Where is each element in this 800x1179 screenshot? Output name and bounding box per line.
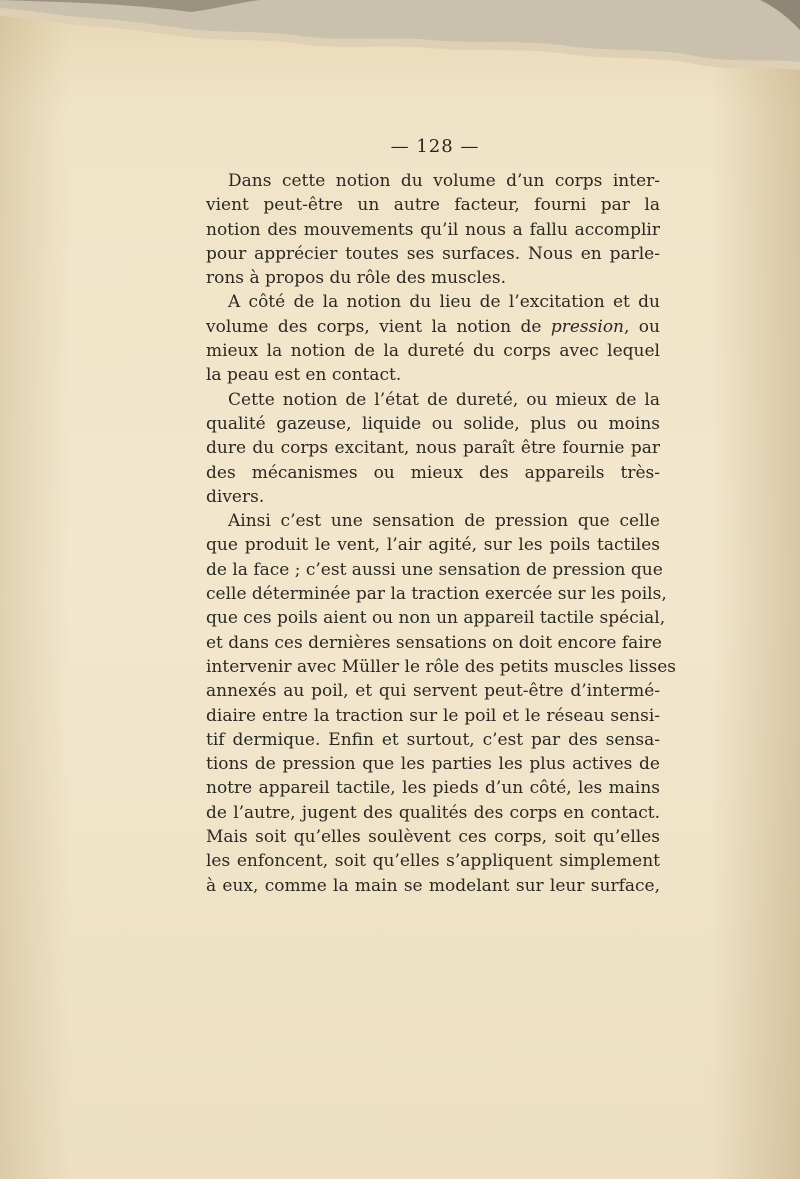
text-line: pour apprécier toutes ses surfaces. Nous en parle- (206, 243, 660, 264)
text-line: et dans ces dernières sensations on doit encore faire (206, 632, 662, 653)
text-line: que ces poils aient ou non un appareil tactile spécial, (206, 608, 666, 629)
text-line: tif dermique. Enfin et surtout, c’est par des sensa- (206, 729, 660, 750)
text-line: Mais soit qu’elles soulèvent ces corps, soit qu’elles (206, 827, 660, 848)
text-line: qualité gazeuse, liquide ou solide, plus ou moins (206, 413, 660, 434)
text-line: mieux la notion de la dureté du corps avec lequel (206, 341, 660, 362)
text-line-with-emphasis: volume des corps, vient la notion de pression, ou (206, 316, 660, 337)
torn-top-edge (0, 0, 800, 90)
text-line: la peau est en contact. (206, 365, 402, 386)
text-line: rons à propos du rôle des muscles. (206, 268, 506, 289)
body-text (206, 169, 676, 898)
text-line: dure du corps excitant, nous paraît être fournie par (206, 438, 660, 459)
text-line: Cette notion de l’état de dureté, ou mieux de la (228, 389, 660, 410)
text-line: divers. (206, 486, 265, 507)
text-line: Dans cette notion du volume d’un corps inter- (228, 171, 660, 191)
text-line: intervenir avec Müller le rôle des petits muscles lisses (206, 656, 676, 677)
text-line: annexés au poil, et qui servent peut-être d’intermé- (206, 681, 660, 702)
text-line: notion des mouvements qu’il nous a fallu accomplir (206, 219, 660, 240)
text-line: Ainsi c’est une sensation de pression que celle (228, 511, 660, 532)
text-line: de l’autre, jugent des qualités des corps en contact. (206, 802, 660, 823)
text-line: les enfoncent, soit qu’elles s’appliquent simplement (206, 851, 660, 872)
text-line: tions de pression que les parties les plus actives de (206, 754, 660, 775)
text-line: des mécanismes ou mieux des appareils très- (206, 462, 660, 483)
text-line: A côté de la notion du lieu de l’excitation et du (228, 292, 660, 313)
text-line: à eux, comme la main se modelant sur leur surface, (206, 875, 660, 896)
text-line: notre appareil tactile, les pieds d’un côté, les mains (206, 778, 660, 799)
text-line: vient peut-être un autre facteur, fourni par la (206, 195, 660, 216)
page-number: — 128 — (390, 136, 480, 157)
text-line: de la face ; c’est aussi une sensation de pression que (206, 559, 663, 580)
text-line: que produit le vent, l’air agité, sur les poils tactiles (206, 535, 660, 556)
emphasis-word: pression (550, 316, 624, 337)
text-line: diaire entre la traction sur le poil et le réseau sensi- (206, 705, 660, 726)
text-line: celle déterminée par la traction exercée sur les poils, (206, 584, 667, 605)
